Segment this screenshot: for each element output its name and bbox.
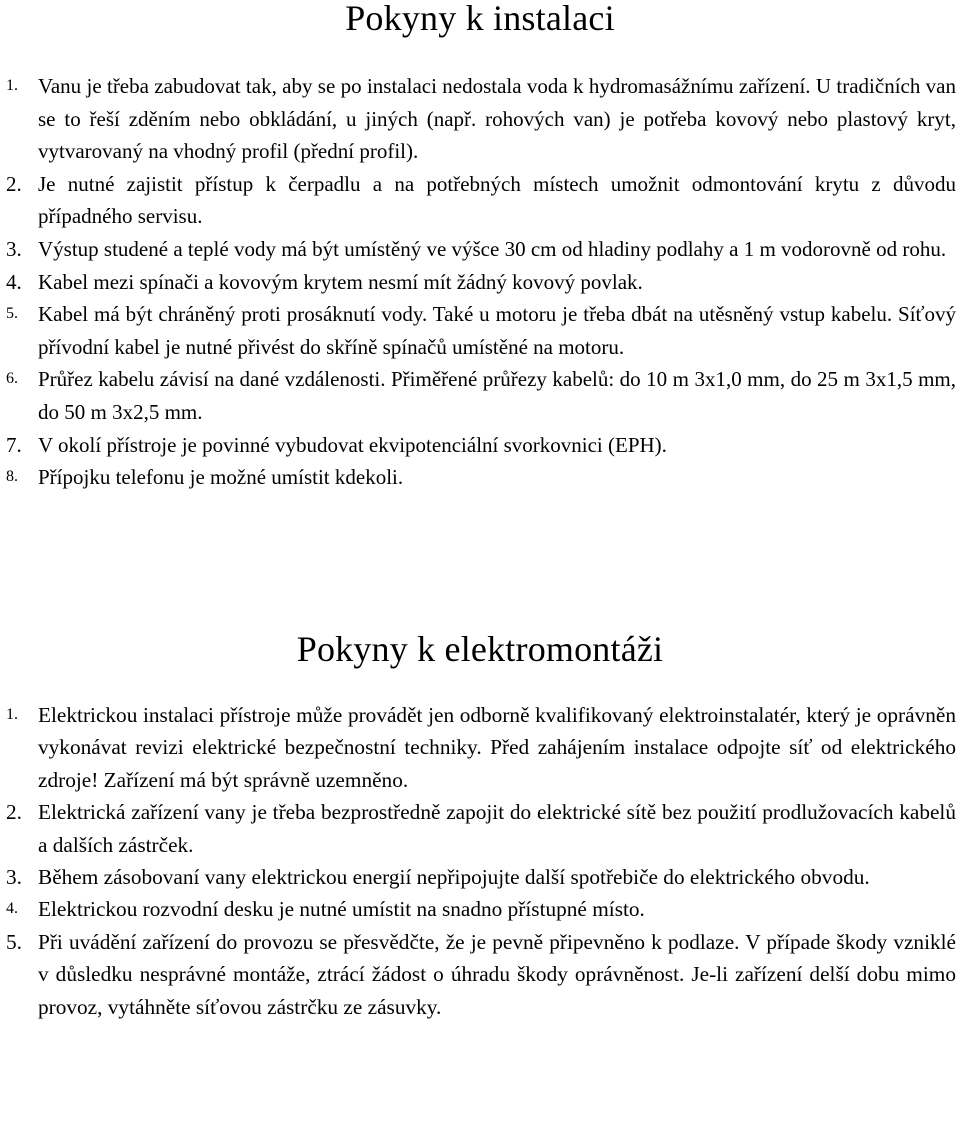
item-text: Při uvádění zařízení do provozu se přesvědčte, že je pevně připevněno k podlaze. V případe škody vzniklé v důsledku nesprávné montáže, ztrácí žádost o úhradu škody oprávněnost. Je-li zařízení delší dobu mimo provoz, vytáhněte síťovou zástrčku ze zásuvky. (38, 929, 956, 1019)
list-item (0, 926, 960, 1023)
list-item (0, 861, 960, 893)
list-item (0, 429, 960, 462)
item-text: Elektrická zařízení vany je třeba bezprostředně zapojit do elektrické sítě bez použití prodlužovacích kabelů a dalších zástrček. (38, 800, 956, 857)
electrical-instructions-list (0, 699, 960, 1023)
item-number: 8. (6, 468, 18, 486)
item-text: Je nutné zajistit přístup k čerpadlu a na potřebných místech umožnit odmontování krytu z důvodu případného servisu. (38, 171, 956, 229)
section-title-installation: Pokyny k instalaci (345, 0, 615, 38)
list-item (0, 266, 960, 299)
item-number: 3. (6, 865, 22, 890)
item-text: Výstup studené a teplé vody má být umístěný ve výšce 30 cm od hladiny podlahy a 1 m vodorovně od rohu. (38, 236, 947, 261)
item-text: Kabel má být chráněný proti prosáknutí vody. Také u motoru je třeba dbát na utěsněný vstup kabelu. Síťový přívodní kabel je nutné přivést do skříně spínačů umístěné na motoru. (38, 302, 956, 359)
item-number: 5. (6, 305, 18, 323)
item-number: 6. (6, 370, 18, 388)
item-text: Průřez kabelu závisí na dané vzdálenosti. Přiměřené průřezy kabelů: do 10 m 3x1,0 mm, do 25 m 3x1,5 mm, do 50 m 3x2,5 mm. (38, 367, 956, 424)
list-item (0, 699, 960, 796)
list-item (0, 298, 960, 363)
list-item (0, 233, 960, 266)
list-item (0, 363, 960, 428)
item-text: V okolí přístroje je povinné vybudovat ekvipotenciální svorkovnici (EPH). (38, 432, 667, 457)
section-title-electrical: Pokyny k elektromontáži (296, 629, 664, 669)
item-number: 2. (6, 800, 22, 825)
list-item (0, 796, 960, 861)
item-number: 3. (6, 236, 22, 261)
list-item (0, 893, 960, 925)
item-number: 2. (6, 171, 22, 196)
item-text: Elektrickou instalaci přístroje může provádět jen odborně kvalifikovaný elektroinstalatér, který je oprávněn vykonávat revizi elektrické bezpečnostní techniky. Před zahájením instalace odpojte síť od elektrického zdroje! Zařízení má být správně uzemněno. (38, 703, 956, 792)
item-text: Vanu je třeba zabudovat tak, aby se po instalaci nedostala voda k hydromasážnímu zařízení. U tradičních van se to řeší zděním nebo obkládání, u jiných (např. rohových van) je potřeba kovový nebo plastový kryt, vytvarovaný na vhodný profil (přední profil). (38, 74, 956, 164)
item-text: Přípojku telefonu je možné umístit kdekoli. (38, 465, 404, 490)
list-item (0, 70, 960, 168)
item-number: 7. (6, 432, 22, 457)
item-text: Kabel mezi spínači a kovovým krytem nesmí mít žádný kovový povlak. (38, 269, 643, 294)
list-item (0, 168, 960, 233)
item-text: Elektrickou rozvodní desku je nutné umístit na snadno přístupné místo. (38, 897, 645, 922)
item-number: 4. (6, 269, 22, 294)
item-number: 1. (6, 706, 18, 723)
item-number: 5. (6, 929, 22, 954)
installation-instructions-list (0, 70, 960, 494)
list-item (0, 461, 960, 494)
item-number: 4. (6, 900, 18, 918)
item-number: 1. (6, 77, 18, 94)
item-text: Během zásobovaní vany elektrickou energií nepřipojujte další spotřebiče do elektrického obvodu. (38, 865, 870, 890)
